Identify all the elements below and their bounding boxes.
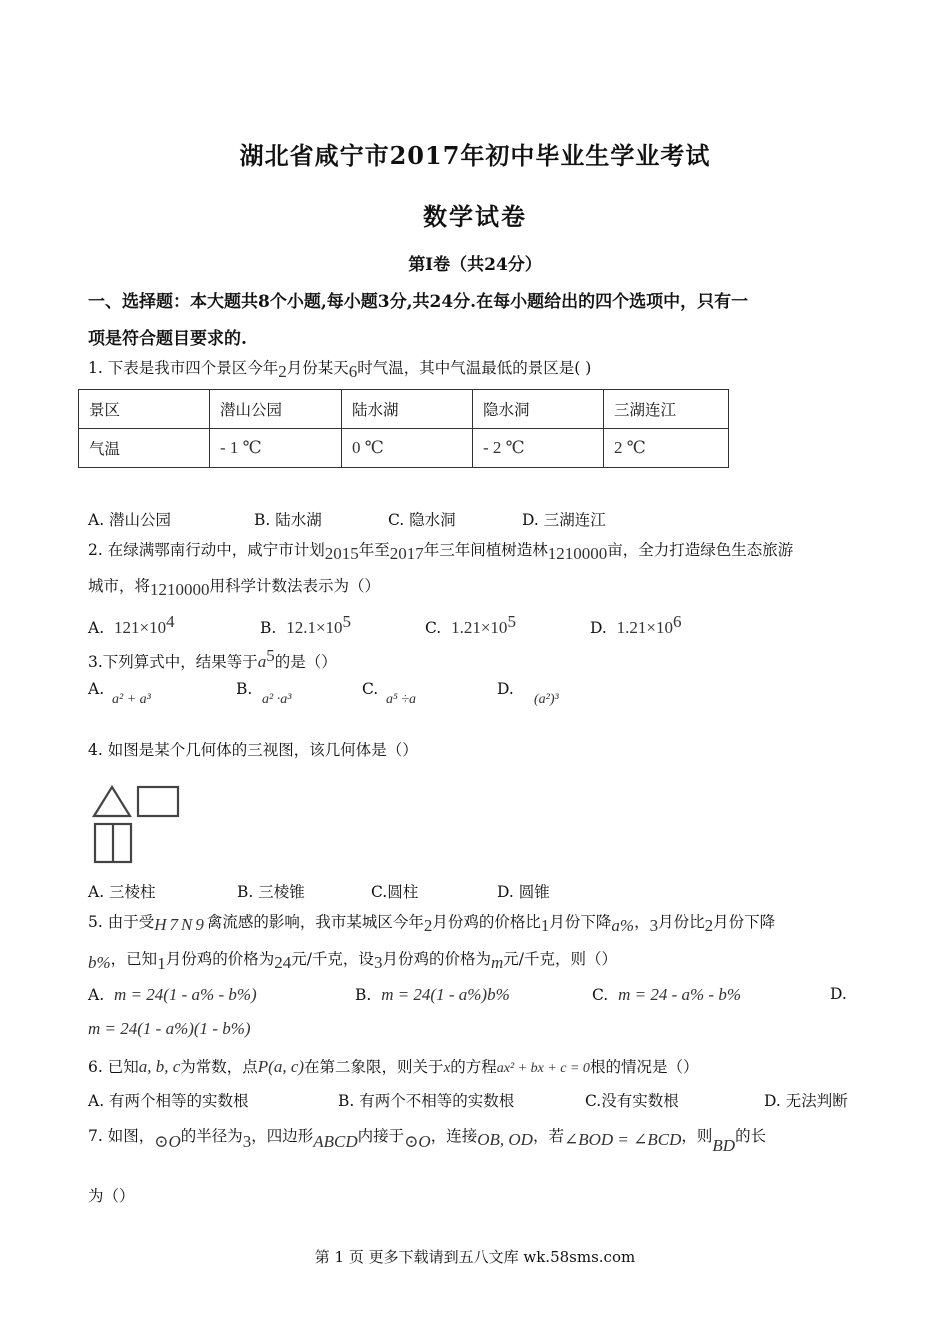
q6-option-b[interactable]: B. 有两个不相等的实数根 (338, 1092, 515, 1110)
q1-option-a[interactable]: A. 潜山公园 (88, 511, 172, 529)
q2-option-d[interactable]: D. $1.21\times 10^6$ (590, 612, 682, 638)
q3-option-a-label[interactable]: A. (88, 680, 105, 698)
part-heading: 第Ⅰ卷（共24分） (408, 255, 542, 275)
exam-title: 湖北省咸宁市2017年初中毕业生学业考试 (239, 141, 711, 170)
table-cell: - 1 ℃ (210, 429, 342, 468)
exam-subtitle: 数学试卷 (423, 202, 527, 231)
q3-option-c-label[interactable]: C. (362, 680, 379, 698)
q3-option-c-expr: a⁵ ÷a (386, 692, 417, 707)
temperature-table (78, 389, 729, 468)
question-4: 4. 如图是某个几何体的三视图，该几何体是（） (88, 741, 418, 759)
table-cell: 潜山公园 (210, 390, 342, 429)
q3-option-d-expr: (a²)³ (534, 692, 559, 707)
side-view-rectangle (138, 787, 178, 816)
table-cell: 景区 (79, 390, 210, 429)
question-1: 1. 下表是我市四个景区今年2月份某天6时气温，其中气温最低的景区是( ) (88, 359, 592, 381)
q5-option-d-expr: m = 24(1 - a%)(1 - b%) (88, 1019, 251, 1038)
q4-option-a[interactable]: A. 三棱柱 (88, 883, 156, 901)
q5-option-a[interactable]: A. m = 24(1 - a% - b%) (88, 985, 257, 1004)
table-cell: 0 ℃ (342, 429, 473, 468)
section-instructions-line2: 项是符合题目要求的. (88, 329, 247, 349)
table-cell: 陆水湖 (342, 390, 473, 429)
q3-option-a-expr: a² + a³ (112, 692, 151, 707)
table-cell: - 2 ℃ (473, 429, 604, 468)
table-row (79, 390, 729, 429)
q5-option-b[interactable]: B. m = 24(1 - a%)b% (355, 985, 510, 1004)
question-7-line1: 7. 如图，⊙O的半径为3，四边形ABCD内接于⊙O，连接OB, OD，若∠BOD = ∠BCD，则BD的长 (88, 1127, 767, 1155)
q4-option-c[interactable]: C.圆柱 (371, 883, 419, 901)
table-cell: 隐水洞 (473, 390, 604, 429)
question-6: 6. 已知a, b, c为常数，点P(a, c)在第二象限，则关于x的方程ax² + bx + c = 0根的情况是（） (88, 1057, 699, 1076)
q4-option-d[interactable]: D. 圆锥 (497, 883, 550, 901)
q3-option-d-label[interactable]: D. (497, 680, 514, 698)
three-views-figure (86, 778, 186, 866)
table-cell: 气温 (79, 429, 210, 468)
q3-option-b-label[interactable]: B. (236, 680, 253, 698)
q5-option-c[interactable]: C. m = 24 - a% - b% (592, 985, 741, 1004)
question-5-line2: b%，已知1月份鸡的价格为24元/千克，设3月份鸡的价格为m元/千克，则（） (88, 950, 617, 973)
page-footer: 第 1 页 更多下载请到五八文库 wk.58sms.com (314, 1248, 636, 1266)
front-view-triangle (94, 787, 130, 816)
question-5-line1: 5. 由于受H7N9禽流感的影响，我市某城区今年2月份鸡的价格比1月份下降a%，3月份比2月份下降 (88, 913, 776, 935)
section-instructions-line1: 一、选择题：本大题共8个小题,每小题3分,共24分.在每小题给出的四个选项中，只有一 (88, 292, 749, 312)
question-3: 3.下列算式中，结果等于$a^5$的是（） (88, 646, 337, 672)
table-cell: 2 ℃ (604, 429, 729, 468)
q6-option-a[interactable]: A. 有两个相等的实数根 (88, 1092, 249, 1110)
question-7-line2: 为（） (88, 1187, 135, 1205)
q2-option-b[interactable]: B. $12.1\times 10^5$ (260, 612, 352, 638)
question-2-line1: 2. 在绿满鄂南行动中，咸宁市计划2015年至2017年三年间植树造林1210000亩，全力打造绿色生态旅游 (88, 541, 794, 563)
q1-option-c[interactable]: C. 隐水洞 (388, 511, 456, 529)
table-row (79, 429, 729, 468)
q2-option-c[interactable]: C. $1.21\times 10^5$ (425, 612, 516, 638)
question-2-line2: 城市，将1210000用科学计数法表示为（） (88, 577, 381, 599)
q1-option-d[interactable]: D. 三湖连江 (522, 511, 606, 529)
q2-option-a[interactable]: A. $121\times 10^4$ (88, 612, 175, 638)
q1-option-b[interactable]: B. 陆水湖 (254, 511, 322, 529)
q4-option-b[interactable]: B. 三棱锥 (237, 883, 305, 901)
q5-option-d-label[interactable]: D. (830, 985, 847, 1003)
q6-option-d[interactable]: D. 无法判断 (764, 1092, 848, 1110)
q6-option-c[interactable]: C.没有实数根 (585, 1092, 679, 1110)
q3-option-b-expr: a² ·a³ (262, 692, 292, 707)
table-cell: 三湖连江 (604, 390, 729, 429)
